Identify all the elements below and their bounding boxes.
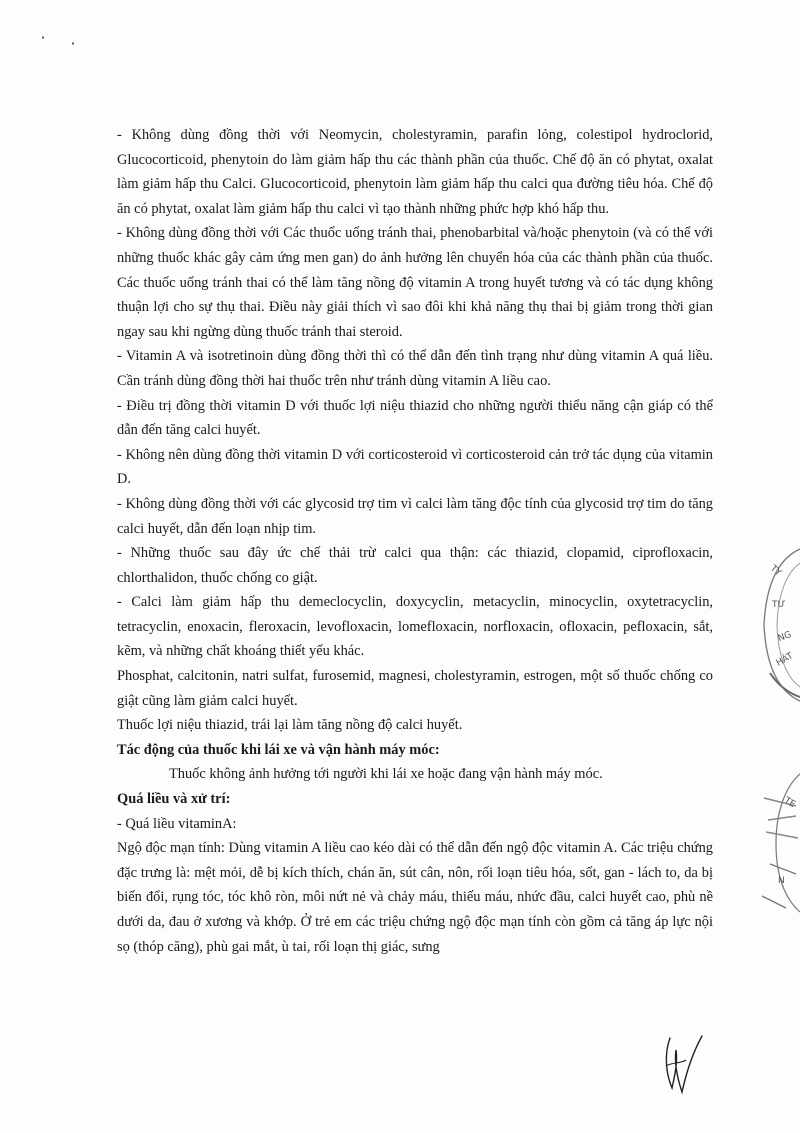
- section-heading: Quá liều và xử trí:: [117, 791, 231, 808]
- paragraph: Thuốc lợi niệu thiazid, trái lại làm tăng nồng độ calci huyết.: [117, 717, 463, 734]
- stamp-fragment: TƯ: [772, 600, 786, 610]
- paragraph: - Vitamin A và isotretinoin dùng đồng thời thì có thể dẫn đến tình trạng như dùng vitamin A quá liều. Cần tránh dùng đồng thời hai thuốc trên như tránh dùng vitamin A liều cao.: [117, 348, 713, 389]
- paragraph: - Những thuốc sau đây ức chế thải trừ calci qua thận: các thiazid, clopamid, ciprofloxacin, chlorthalidon, thuốc chống co giật.: [117, 545, 713, 586]
- document-body: [117, 123, 713, 959]
- signature: [648, 1030, 708, 1100]
- stamp-fragment: TY: [768, 563, 783, 579]
- paragraph: Ngộ độc mạn tính: Dùng vitamin A liều cao kéo dài có thể dẫn đến ngộ độc vitamin A. Các triệu chứng đặc trưng là: mệt mỏi, dễ bị kích thích, chán ăn, sút cân, nôn, rối loạn tiêu hóa, sốt, gan - lách to, da bị biến đổi, rụng tóc, tóc khô ròn, môi nứt nẻ và chảy máu, thiếu máu, nhức đầu, calci huyết cao, phù nề dưới da, đau ở xương và khớp. Ở trẻ em các triệu chứng ngộ độc mạn tính còn gồm cả tăng áp lực nội sọ (thóp căng), phù gai mắt, ù tai, rối loạn thị giác, sưng: [117, 840, 713, 955]
- stamp-fragment: TE: [782, 795, 797, 811]
- paragraph: - Điều trị đồng thời vitamin D với thuốc lợi niệu thiazid cho những người thiểu năng cận giáp có thể dẫn đến tăng calci huyết.: [117, 397, 713, 439]
- paragraph: - Không nên dùng đồng thời vitamin D với corticosteroid vì corticosteroid cản trở tác dụng của vitamin D.: [117, 446, 713, 488]
- section-heading: Tác động của thuốc khi lái xe và vận hành máy móc:: [117, 741, 440, 758]
- paragraph: - Không dùng đồng thời với Neomycin, cholestyramin, parafin lỏng, colestipol hydroclorid, Glucocorticoid, phenytoin do làm giảm hấp thu các thành phần của thuốc. Chế độ ăn có phytat, oxalat làm giảm hấp thu Calci. Glucocorticoid, phenytoin làm giảm hấp thu calci qua đường tiêu hóa. Chế độ ăn có phytat, oxalat làm giảm hấp thu calci vì tạo thành những phức hợp khó hấp thu.: [117, 127, 713, 217]
- paragraph: Phosphat, calcitonin, natri sulfat, furosemid, magnesi, cholestyramin, estrogen, một số thuốc chống co giật cũng làm giảm calci huyết.: [117, 668, 713, 709]
- stamp-partial-lower: [756, 768, 800, 918]
- paragraph: - Quá liều vitaminA:: [117, 815, 237, 832]
- paragraph: - Calci làm giảm hấp thu demeclocyclin, doxycyclin, metacyclin, minocyclin, oxytetracyclin, tetracyclin, enoxacin, fleroxacin, levofloxacin, lomefloxacin, norfloxacin, ofloxacin, pefloxacin, sắt, kẽm, và những chất khoáng thiết yếu khác.: [117, 594, 713, 660]
- paragraph: - Không dùng đồng thời với các glycosid trợ tim vì calci làm tăng độc tính của glycosid trợ tim do tăng calci huyết, dẫn đến loạn nhịp tim.: [117, 495, 713, 537]
- stamp-fragment: HÁT: [774, 651, 796, 669]
- scan-speck: [42, 36, 44, 39]
- stamp-fragment: N: [778, 876, 785, 886]
- scan-speck: [72, 42, 74, 45]
- indented-paragraph: Thuốc không ảnh hưởng tới người khi lái xe hoặc đang vận hành máy móc.: [169, 766, 603, 783]
- stamp-fragment: NG: [776, 629, 794, 645]
- paragraph: - Không dùng đồng thời với Các thuốc uống tránh thai, phenobarbital và/hoặc phenytoin (và có thể với những thuốc khác gây cảm ứng men gan) do ảnh hưởng lên chuyển hóa của các thành phần của thuốc. Các thuốc uống tránh thai có thể làm tăng nồng độ vitamin A trong huyết tương và có tác dụng không thuận lợi cho sự thụ thai. Điều này giải thích vì sao đôi khi khả năng thụ thai bị giảm trong thời gian ngay sau khi ngừng dùng thuốc tránh thai steroid.: [117, 225, 713, 340]
